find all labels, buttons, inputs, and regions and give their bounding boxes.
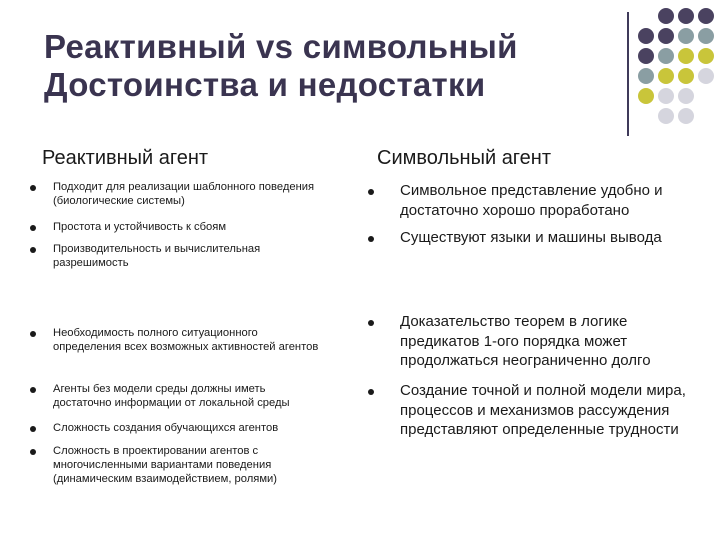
reactive-agent-heading: Реактивный агент [42,147,209,169]
decor-dot-yellow [678,68,694,84]
decor-dot-gray [698,28,714,44]
bullet-icon [30,426,36,432]
slide-title [44,28,518,104]
decor-dot-purple [638,28,654,44]
decor-dot-purple [658,8,674,24]
title-line-1: Реактивный vs символьный [44,28,518,65]
list-item-text: Сложность создания обучающихся агентов [53,422,279,434]
list-item-text: Подходит для реализации шаблонного поведения (биологические системы) [53,181,315,207]
list-item-text: Агенты без модели среды должны иметь достаточно информации от локальной среды [53,383,290,409]
decor-dot-purple [638,48,654,64]
bullet-icon [30,247,36,253]
decor-dot-gray [678,28,694,44]
bullet-icon [30,225,36,231]
bullet-icon [368,189,374,195]
list-item-text: Необходимость полного ситуационного определения всех возможных активностей агентов [53,327,319,353]
decor-dot-light [678,108,694,124]
empty-dot-slot [638,108,654,124]
decor-dot-purple [678,8,694,24]
decor-dot-light [658,108,674,124]
decor-dot-gray [658,48,674,64]
decor-dot-yellow [638,88,654,104]
bullet-icon [30,185,36,191]
decor-dot-grid [638,8,715,125]
list-item-text: Производительность и вычислительная разрешимость [53,243,261,269]
bullet-icon [368,236,374,242]
title-line-2: Достоинства и недостатки [44,66,486,103]
list-item-text: Сложность в проектировании агентов с многочисленными вариантами поведения (динамическим взаимодействием, ролями) [53,445,278,485]
empty-dot-slot [698,88,714,104]
decor-dot-purple [658,28,674,44]
decor-dot-yellow [678,48,694,64]
decor-dot-yellow [698,48,714,64]
bullet-icon [30,387,36,393]
decor-divider-line [627,12,629,136]
list-item-text: Символьное представление удобно и достаточно хорошо проработано [400,182,663,219]
list-item-text: Создание точной и полной модели мира, процессов и механизмов рассуждения представляют определенные трудности [400,382,686,438]
list-item-text: Доказательство теорем в логике предикатов 1-ого порядка может продолжаться неограниченно долго [400,313,651,369]
decor-dot-light [658,88,674,104]
bullet-icon [368,320,374,326]
symbolic-agent-heading: Символьный агент [377,147,551,169]
decor-dot-yellow [658,68,674,84]
decor-dot-purple [698,8,714,24]
list-item-text: Простота и устойчивость к сбоям [53,221,227,233]
bullet-icon [30,449,36,455]
decor-dot-light [698,68,714,84]
list-item-text: Существуют языки и машины вывода [400,229,662,246]
empty-dot-slot [638,8,654,24]
decor-dot-light [678,88,694,104]
decor-dot-gray [638,68,654,84]
empty-dot-slot [698,108,714,124]
bullet-icon [368,389,374,395]
bullet-icon [30,331,36,337]
